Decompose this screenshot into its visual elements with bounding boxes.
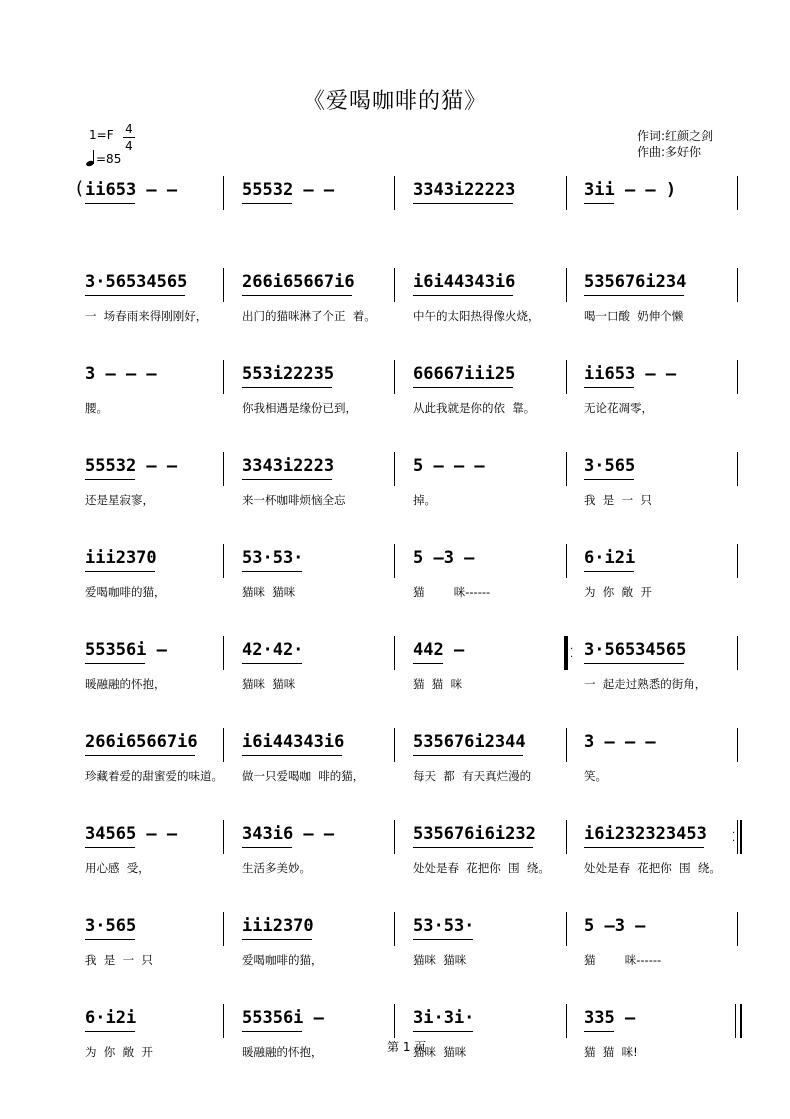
tempo-marking xyxy=(88,150,121,166)
measure-lyric: 猫咪 猫咪 xyxy=(413,953,467,967)
beam-underline xyxy=(584,571,634,572)
beam-underline xyxy=(85,203,135,204)
score-system xyxy=(0,268,790,358)
measure-notes: 535676i234 xyxy=(584,272,687,292)
measure-notes: 3i·3i· xyxy=(413,1008,475,1028)
beam-underline xyxy=(584,203,614,204)
barline xyxy=(566,1004,567,1038)
beam-underline xyxy=(413,203,513,204)
measure-notes: 3·565 xyxy=(584,456,636,476)
beam-underline xyxy=(413,847,533,848)
score-system xyxy=(0,728,790,818)
barline xyxy=(394,452,395,486)
measure-lyric: 珍藏着爱的甜蜜爱的味道。 xyxy=(85,769,223,783)
measure-notes: 3 – – – xyxy=(584,732,656,752)
measure-lyric: 生活多美妙。 xyxy=(242,861,311,875)
beam-underline xyxy=(413,1031,473,1032)
credits xyxy=(637,128,713,160)
measure-lyric: 猫 猫 咪 xyxy=(413,677,463,691)
measure-lyric: 出门的猫咪淋了个正 着。 xyxy=(242,309,376,323)
key-signature: 1=F xyxy=(89,128,114,142)
beam-underline xyxy=(242,203,292,204)
measure-lyric: 用心感 受， xyxy=(85,861,150,875)
measure-lyric: 暖融融的怀抱， xyxy=(242,1045,323,1059)
barline xyxy=(223,360,224,394)
beam-underline xyxy=(242,479,332,480)
barline xyxy=(394,636,395,670)
beam-underline xyxy=(242,571,302,572)
beam-underline xyxy=(584,1031,614,1032)
measure-lyric: 掉。 xyxy=(413,493,436,507)
measure-lyric: 腰。 xyxy=(85,401,108,415)
barline xyxy=(566,728,567,762)
score-system xyxy=(0,360,790,450)
measure-lyric: 还是星寂寥， xyxy=(85,493,154,507)
barline xyxy=(737,268,738,302)
beam-underline xyxy=(242,939,312,940)
barline xyxy=(394,728,395,762)
measure-notes: 55356i – xyxy=(242,1008,324,1028)
barline xyxy=(223,1004,224,1038)
barline xyxy=(737,544,738,578)
measure-notes: 553i22235 xyxy=(242,364,335,384)
score-system xyxy=(0,452,790,542)
measure-notes: 335 – xyxy=(584,1008,636,1028)
measure-notes: 442 – xyxy=(413,640,465,660)
measure-notes: 34565 – – xyxy=(85,824,178,844)
measure-lyric: 猫 咪------ xyxy=(584,953,662,967)
measure-notes: 55532 – – xyxy=(242,180,335,200)
barline xyxy=(394,360,395,394)
score-system xyxy=(0,176,790,266)
barline xyxy=(566,820,567,854)
beam-underline xyxy=(85,571,155,572)
measure-notes: 535676i6i232 xyxy=(413,824,536,844)
beam-underline xyxy=(413,387,513,388)
barline xyxy=(737,912,738,946)
measure-notes: i6i232323453 xyxy=(584,824,707,844)
measure-lyric: 处处是春 花把你 围 绕。 xyxy=(413,861,550,875)
measure-notes: 3ii – – ) xyxy=(584,180,677,200)
barline xyxy=(566,544,567,578)
measure-lyric: 爱喝咖啡的猫， xyxy=(242,953,323,967)
time-signature xyxy=(123,121,135,154)
tempo-value: =85 xyxy=(96,152,122,166)
measure-lyric: 猫咪 猫咪 xyxy=(413,1045,467,1059)
measure-notes: 3·56534565 xyxy=(584,640,687,660)
beam-underline xyxy=(413,755,523,756)
composer: 作曲:多好你 xyxy=(637,145,702,159)
barline xyxy=(566,176,567,210)
measure-notes: 53·53· xyxy=(242,548,304,568)
barline xyxy=(566,452,567,486)
measure-notes: i6i44343i6 xyxy=(242,732,345,752)
beam-underline xyxy=(85,939,135,940)
measure-notes: 535676i2344 xyxy=(413,732,526,752)
barline xyxy=(394,268,395,302)
measure-notes: 266i65667i6 xyxy=(242,272,355,292)
beam-underline xyxy=(584,479,634,480)
barline xyxy=(223,728,224,762)
measure-lyric: 你我相遇是缘份已到， xyxy=(242,401,357,415)
measure-lyric: 为 你 敞 开 xyxy=(584,585,652,599)
score-system xyxy=(0,912,790,1002)
intro-open-paren: ( xyxy=(76,178,84,199)
measure-notes: 5 –3 – xyxy=(413,548,475,568)
barline xyxy=(394,176,395,210)
measure-lyric: 猫 猫 咪! xyxy=(584,1045,638,1059)
beam-underline xyxy=(584,295,684,296)
barline xyxy=(394,544,395,578)
repeat-start-barline: · · xyxy=(564,636,572,670)
barline xyxy=(394,1004,395,1038)
measure-lyric: 一 场春雨来得刚刚好， xyxy=(85,309,208,323)
beam-underline xyxy=(413,939,473,940)
measure-notes: 3343i2223 xyxy=(242,456,335,476)
measure-notes: 343i6 – – xyxy=(242,824,335,844)
score-system xyxy=(0,820,790,910)
measure-lyric: 来一杯咖啡烦恼全忘 xyxy=(242,493,346,507)
measure-notes: 5 – – – xyxy=(413,456,485,476)
score-system xyxy=(0,544,790,634)
measure-lyric: 笑。 xyxy=(584,769,607,783)
beam-underline xyxy=(85,1031,135,1032)
measure-notes: ii653 – – xyxy=(584,364,677,384)
barline xyxy=(223,912,224,946)
measure-lyric: 中午的太阳热得像火烧， xyxy=(413,309,540,323)
measure-notes: 6·i2i xyxy=(85,1008,137,1028)
barline xyxy=(566,268,567,302)
barline xyxy=(566,912,567,946)
barline xyxy=(566,360,567,394)
measure-notes: 266i65667i6 xyxy=(85,732,198,752)
beam-underline xyxy=(85,295,185,296)
page-number: 第 1 页 xyxy=(387,1040,427,1054)
score-system xyxy=(0,636,790,726)
measure-lyric: 爱喝咖啡的猫， xyxy=(85,585,166,599)
beam-underline xyxy=(242,387,332,388)
time-signature-top: 4 xyxy=(125,122,133,136)
beam-underline xyxy=(85,755,195,756)
measure-notes: i6i44343i6 xyxy=(413,272,516,292)
measure-notes: 5 –3 – xyxy=(584,916,646,936)
measure-notes: iii2370 xyxy=(242,916,314,936)
measure-notes: 3343i22223 xyxy=(413,180,516,200)
measure-notes: 3 – – – xyxy=(85,364,157,384)
beam-underline xyxy=(242,1031,302,1032)
quarter-note-icon xyxy=(88,150,94,166)
measure-lyric: 我 是 一 只 xyxy=(584,493,652,507)
beam-underline xyxy=(85,479,135,480)
beam-underline xyxy=(413,663,443,664)
barline xyxy=(223,176,224,210)
barline xyxy=(737,176,738,210)
measure-lyric: 猫咪 猫咪 xyxy=(242,677,296,691)
measure-lyric: 做一只爱喝咖 啡的猫， xyxy=(242,769,365,783)
barline xyxy=(223,820,224,854)
time-signature-bottom: 4 xyxy=(125,139,133,153)
barline xyxy=(223,544,224,578)
barline xyxy=(223,452,224,486)
beam-underline xyxy=(242,295,352,296)
barline xyxy=(223,636,224,670)
beam-underline xyxy=(242,755,342,756)
barline xyxy=(737,360,738,394)
measure-notes: 55356i – xyxy=(85,640,167,660)
measure-lyric: 处处是春 花把你 围 绕。 xyxy=(584,861,721,875)
measure-lyric: 每天 都 有天真烂漫的 xyxy=(413,769,532,783)
measure-lyric: 我 是 一 只 xyxy=(85,953,153,967)
beam-underline xyxy=(584,387,634,388)
barline xyxy=(223,268,224,302)
barline: · · xyxy=(732,820,742,854)
measure-lyric: 一 起走过熟悉的街角， xyxy=(584,677,707,691)
measure-notes: 53·53· xyxy=(413,916,475,936)
measure-notes: iii2370 xyxy=(85,548,157,568)
lyricist: 作词:红颜之剑 xyxy=(637,129,714,143)
beam-underline xyxy=(242,847,292,848)
measure-notes: 6·i2i xyxy=(584,548,636,568)
measure-notes: 3·56534565 xyxy=(85,272,188,292)
beam-underline xyxy=(242,663,302,664)
beam-underline xyxy=(85,847,135,848)
measure-lyric: 从此我就是你的依 靠。 xyxy=(413,401,536,415)
beam-underline xyxy=(584,847,704,848)
measure-notes: 42·42· xyxy=(242,640,304,660)
measure-lyric: 无论花凋零， xyxy=(584,401,653,415)
measure-notes: 66667iii25 xyxy=(413,364,516,384)
measure-notes: 55532 – – xyxy=(85,456,178,476)
barline xyxy=(735,1004,742,1038)
beam-underline xyxy=(584,663,684,664)
measure-notes: 3·565 xyxy=(85,916,137,936)
measure-lyric: 暖融融的怀抱， xyxy=(85,677,166,691)
beam-underline xyxy=(85,663,145,664)
barline xyxy=(394,912,395,946)
barline xyxy=(737,452,738,486)
barline xyxy=(737,728,738,762)
measure-lyric: 猫咪 猫咪 xyxy=(242,585,296,599)
measure-lyric: 为 你 敞 开 xyxy=(85,1045,153,1059)
beam-underline xyxy=(413,295,513,296)
barline xyxy=(394,820,395,854)
measure-lyric: 猫 咪------ xyxy=(413,585,491,599)
measure-lyric: 喝一口酸 奶伸个懒 xyxy=(584,309,684,323)
measure-notes: ii653 – – xyxy=(85,180,178,200)
song-title: 《爱喝咖啡的猫》 xyxy=(302,89,487,114)
barline xyxy=(737,636,738,670)
